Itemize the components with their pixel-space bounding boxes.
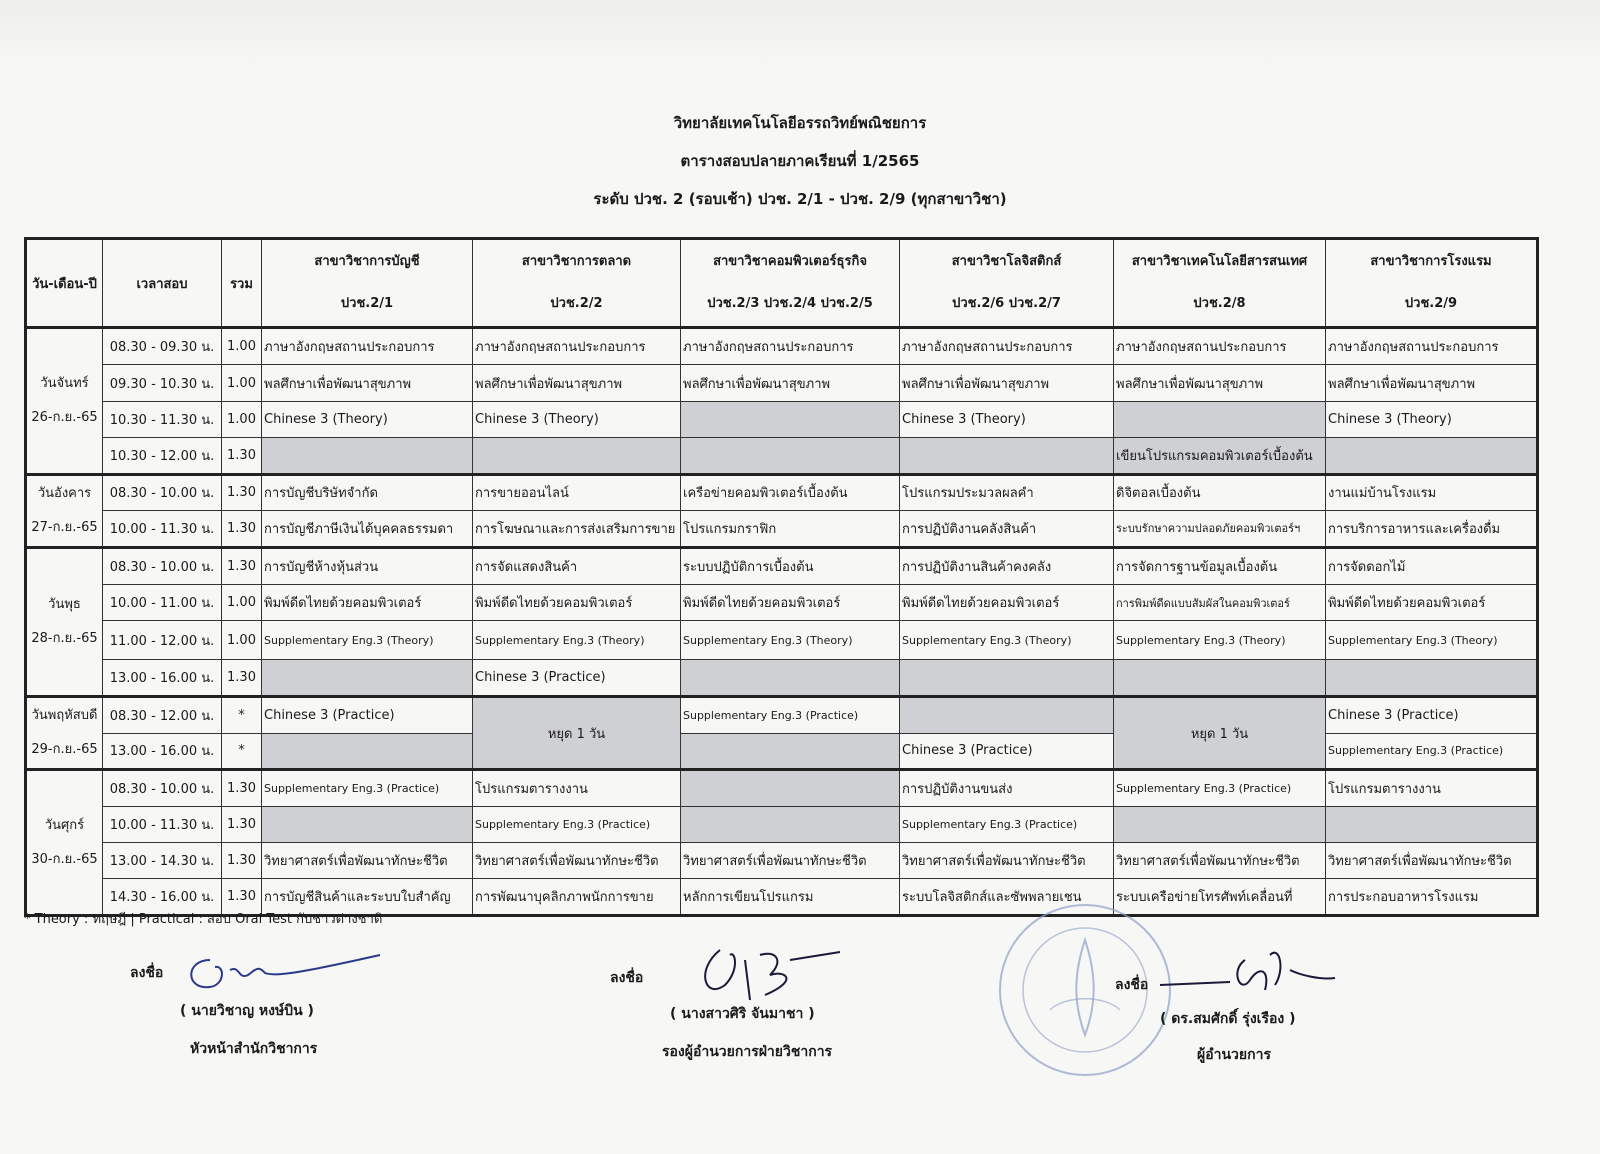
time-cell: 10.00 - 11.30 น. <box>103 806 222 842</box>
subject-cell: พิมพ์ดีดไทยด้วยคอมพิวเตอร์ <box>262 585 473 621</box>
handwritten-signature-3 <box>1150 940 1340 1010</box>
total-cell: 1.30 <box>222 806 262 842</box>
schedule-title: ตารางสอบปลายภาคเรียนที่ 1/2565 <box>680 152 920 170</box>
time-cell: 08.30 - 09.30 น. <box>103 328 222 365</box>
subject-cell: ภาษาอังกฤษสถานประกอบการ <box>262 328 473 365</box>
total-cell: 1.00 <box>222 585 262 621</box>
dept-name: สาขาวิชาคอมพิวเตอร์ธุรกิจ <box>713 254 867 270</box>
day-date: 26-ก.ย.-65 <box>31 409 98 425</box>
subject-cell: การขายออนไลน์ <box>473 474 681 510</box>
empty-cell <box>1326 806 1538 842</box>
dept-name: สาขาวิชาการตลาด <box>521 254 632 270</box>
subject-cell: เครือข่ายคอมพิวเตอร์เบื้องต้น <box>681 474 900 510</box>
subject-cell: การจัดดอกไม้ <box>1326 547 1538 584</box>
subject-cell: Supplementary Eng.3 (Practice) <box>681 697 900 733</box>
subject-cell: วิทยาศาสตร์เพื่อพัฒนาทักษะชีวิต <box>1114 843 1326 879</box>
day-date: 29-ก.ย.-65 <box>31 742 98 758</box>
total-cell: 1.30 <box>222 770 262 806</box>
header-time: เวลาสอบ <box>103 239 222 328</box>
empty-cell <box>1326 659 1538 696</box>
table-row <box>26 474 1538 510</box>
scan-margin <box>0 0 1600 70</box>
subject-cell: วิทยาศาสตร์เพื่อพัฒนาทักษะชีวิต <box>1326 843 1538 879</box>
subject-cell: โปรแกรมตารางงาน <box>1326 770 1538 806</box>
subject-cell: Supplementary Eng.3 (Theory) <box>1326 621 1538 659</box>
subject-cell: การบัญชีห้างหุ้นส่วน <box>262 547 473 584</box>
subject-cell: วิทยาศาสตร์เพื่อพัฒนาทักษะชีวิต <box>900 843 1114 879</box>
schedule-subtitle: ระดับ ปวช. 2 (รอบเช้า) ปวช. 2/1 - ปวช. 2/9 (ทุกสาขาวิชา) <box>593 190 1007 208</box>
empty-cell <box>681 733 900 769</box>
college-name: วิทยาลัยเทคโนโลยีอรรถวิทย์พณิชยการ <box>673 114 927 132</box>
time-cell: 08.30 - 12.00 น. <box>103 697 222 733</box>
day-name: วันอังคาร <box>37 485 92 501</box>
subject-cell: เขียนโปรแกรมคอมพิวเตอร์เบื้องต้น <box>1114 438 1326 474</box>
subject-cell: Supplementary Eng.3 (Theory) <box>473 621 681 659</box>
signer-name: ( นางสาวศิริ จันมาชา ) <box>670 1006 815 1022</box>
sign-label: ลงชื่อ <box>610 970 644 986</box>
document-header <box>0 104 1600 218</box>
dept-name: สาขาวิชาเทคโนโลยีสารสนเทศ <box>1131 254 1308 270</box>
day-date: 30-ก.ย.-65 <box>31 851 98 867</box>
time-cell: 10.30 - 12.00 น. <box>103 438 222 474</box>
time-cell: 08.30 - 10.00 น. <box>103 770 222 806</box>
time-cell: 11.00 - 12.00 น. <box>103 621 222 659</box>
total-cell: 1.00 <box>222 365 262 401</box>
subject-cell: Chinese 3 (Practice) <box>900 733 1114 769</box>
subject-cell: ระบบปฏิบัติการเบื้องต้น <box>681 547 900 584</box>
subject-cell: การบัญชีบริษัทจำกัด <box>262 474 473 510</box>
handwritten-signature-1 <box>180 945 390 995</box>
subject-cell: Chinese 3 (Theory) <box>900 401 1114 437</box>
subject-cell: พลศึกษาเพื่อพัฒนาสุขภาพ <box>473 365 681 401</box>
subject-cell: พิมพ์ดีดไทยด้วยคอมพิวเตอร์ <box>1326 585 1538 621</box>
signer-role: หัวหน้าสำนักวิชาการ <box>190 1041 318 1057</box>
table-row <box>26 621 1538 659</box>
empty-cell <box>1114 806 1326 842</box>
exam-schedule-table <box>24 237 1539 917</box>
subject-cell: ระบบรักษาความปลอดภัยคอมพิวเตอร์ฯ <box>1114 511 1326 547</box>
time-cell: 10.30 - 11.30 น. <box>103 401 222 437</box>
table-row <box>26 806 1538 842</box>
subject-cell: Chinese 3 (Practice) <box>1326 697 1538 733</box>
total-cell: 1.30 <box>222 843 262 879</box>
table-row <box>26 659 1538 696</box>
table-row <box>26 511 1538 547</box>
empty-cell <box>900 697 1114 733</box>
subject-cell: ภาษาอังกฤษสถานประกอบการ <box>473 328 681 365</box>
empty-cell <box>681 438 900 474</box>
subject-cell: Supplementary Eng.3 (Theory) <box>900 621 1114 659</box>
header-dept-accounting <box>262 239 473 328</box>
subject-cell: การพิมพ์ดีดแบบสัมผัสในคอมพิวเตอร์ <box>1114 585 1326 621</box>
subject-cell: พิมพ์ดีดไทยด้วยคอมพิวเตอร์ <box>681 585 900 621</box>
time-cell: 08.30 - 10.00 น. <box>103 474 222 510</box>
signer-role: รองผู้อำนวยการฝ่ายวิชาการ <box>662 1044 833 1060</box>
subject-cell: พลศึกษาเพื่อพัฒนาสุขภาพ <box>1326 365 1538 401</box>
dept-name: สาขาวิชาการบัญชี <box>314 254 420 270</box>
day-off-cell: หยุด 1 วัน <box>473 697 681 770</box>
subject-cell: พลศึกษาเพื่อพัฒนาสุขภาพ <box>262 365 473 401</box>
header-dept-hotel <box>1326 239 1538 328</box>
empty-cell <box>681 806 900 842</box>
subject-cell: การปฏิบัติงานคลังสินค้า <box>900 511 1114 547</box>
time-cell: 10.00 - 11.30 น. <box>103 511 222 547</box>
subject-cell: ระบบโลจิสติกส์และซัพพลายเชน <box>900 879 1114 916</box>
subject-cell: ภาษาอังกฤษสถานประกอบการ <box>1114 328 1326 365</box>
subject-cell: Chinese 3 (Theory) <box>1326 401 1538 437</box>
time-cell: 14.30 - 16.00 น. <box>103 879 222 916</box>
subject-cell: การบัญชีสินค้าและระบบใบสำคัญ <box>262 879 473 916</box>
time-cell: 09.30 - 10.30 น. <box>103 365 222 401</box>
total-cell: * <box>222 697 262 733</box>
subject-cell: หลักการเขียนโปรแกรม <box>681 879 900 916</box>
empty-cell <box>262 806 473 842</box>
table-row <box>26 585 1538 621</box>
empty-cell <box>262 438 473 474</box>
subject-cell: วิทยาศาสตร์เพื่อพัฒนาทักษะชีวิต <box>473 843 681 879</box>
table-row <box>26 843 1538 879</box>
subject-cell: Supplementary Eng.3 (Theory) <box>1114 621 1326 659</box>
header-dept-business-computer <box>681 239 900 328</box>
day-date: 28-ก.ย.-65 <box>31 630 98 646</box>
header-dept-it <box>1114 239 1326 328</box>
subject-cell: โปรแกรมกราฟิก <box>681 511 900 547</box>
subject-cell: Chinese 3 (Theory) <box>473 401 681 437</box>
total-cell: 1.30 <box>222 438 262 474</box>
subject-cell: การประกอบอาหารโรงแรม <box>1326 879 1538 916</box>
table-row <box>26 365 1538 401</box>
day-name: วันจันทร์ <box>40 375 89 391</box>
empty-cell <box>681 770 900 806</box>
signer-name: ( ดร.สมศักดิ์ รุ่งเรือง ) <box>1160 1011 1296 1027</box>
day-cell-friday <box>26 770 103 916</box>
empty-cell <box>681 401 900 437</box>
empty-cell <box>1114 401 1326 437</box>
subject-cell: Supplementary Eng.3 (Theory) <box>681 621 900 659</box>
total-cell: 1.00 <box>222 401 262 437</box>
subject-cell: ดิจิตอลเบื้องต้น <box>1114 474 1326 510</box>
table-row <box>26 697 1538 733</box>
subject-cell: พิมพ์ดีดไทยด้วยคอมพิวเตอร์ <box>900 585 1114 621</box>
header-date: วัน-เดือน-ปี <box>26 239 103 328</box>
subject-cell: การบัญชีภาษีเงินได้บุคคลธรรมดา <box>262 511 473 547</box>
subject-cell: พิมพ์ดีดไทยด้วยคอมพิวเตอร์ <box>473 585 681 621</box>
day-date: 27-ก.ย.-65 <box>31 519 98 535</box>
subject-cell: โปรแกรมประมวลผลคำ <box>900 474 1114 510</box>
footnote: * Theory : ทฤษฎี | Practical : สอบ Oral Test กับชาวต่างชาติ <box>24 912 383 927</box>
subject-cell: การปฏิบัติงานสินค้าคงคลัง <box>900 547 1114 584</box>
subject-cell: การพัฒนาบุคลิกภาพนักการขาย <box>473 879 681 916</box>
group-name: ปวช.2/3 ปวช.2/4 ปวช.2/5 <box>707 296 873 312</box>
day-cell-monday <box>26 328 103 475</box>
total-cell: 1.30 <box>222 511 262 547</box>
time-cell: 13.00 - 16.00 น. <box>103 659 222 696</box>
header-dept-marketing <box>473 239 681 328</box>
header-dept-logistics <box>900 239 1114 328</box>
sign-label: ลงชื่อ <box>1115 977 1149 993</box>
subject-cell: Supplementary Eng.3 (Practice) <box>262 770 473 806</box>
subject-cell: Supplementary Eng.3 (Practice) <box>1114 770 1326 806</box>
dept-name: สาขาวิชาโลจิสติกส์ <box>951 254 1062 270</box>
subject-cell: ระบบเครือข่ายโทรศัพท์เคลื่อนที่ <box>1114 879 1326 916</box>
subject-cell: Supplementary Eng.3 (Practice) <box>1326 733 1538 769</box>
signer-role: ผู้อำนวยการ <box>1197 1047 1271 1063</box>
total-cell: * <box>222 733 262 769</box>
total-cell: 1.30 <box>222 474 262 510</box>
subject-cell: ภาษาอังกฤษสถานประกอบการ <box>681 328 900 365</box>
group-name: ปวช.2/8 <box>1193 296 1246 312</box>
subject-cell: Supplementary Eng.3 (Practice) <box>900 806 1114 842</box>
table-row <box>26 770 1538 806</box>
time-cell: 13.00 - 16.00 น. <box>103 733 222 769</box>
subject-cell: Supplementary Eng.3 (Practice) <box>473 806 681 842</box>
empty-cell <box>1114 659 1326 696</box>
empty-cell <box>262 659 473 696</box>
day-name: วันพุธ <box>48 596 81 612</box>
subject-cell: การโฆษณาและการส่งเสริมการขาย <box>473 511 681 547</box>
subject-cell: Chinese 3 (Practice) <box>262 697 473 733</box>
total-cell: 1.30 <box>222 659 262 696</box>
subject-cell: Chinese 3 (Theory) <box>262 401 473 437</box>
table-row <box>26 328 1538 365</box>
dept-name: สาขาวิชาการโรงแรม <box>1370 254 1492 270</box>
subject-cell: พลศึกษาเพื่อพัฒนาสุขภาพ <box>1114 365 1326 401</box>
day-off-cell: หยุด 1 วัน <box>1114 697 1326 770</box>
total-cell: 1.00 <box>222 621 262 659</box>
total-cell: 1.30 <box>222 547 262 584</box>
day-cell-thursday <box>26 697 103 770</box>
subject-cell: วิทยาศาสตร์เพื่อพัฒนาทักษะชีวิต <box>681 843 900 879</box>
subject-cell: การจัดการฐานข้อมูลเบื้องต้น <box>1114 547 1326 584</box>
sign-label: ลงชื่อ <box>130 965 164 981</box>
header-total: รวม <box>222 239 262 328</box>
empty-cell <box>1326 438 1538 474</box>
subject-cell: พลศึกษาเพื่อพัฒนาสุขภาพ <box>900 365 1114 401</box>
handwritten-signature-2 <box>690 940 850 1010</box>
table-row <box>26 438 1538 474</box>
subject-cell: ภาษาอังกฤษสถานประกอบการ <box>1326 328 1538 365</box>
subject-cell: การบริการอาหารและเครื่องดื่ม <box>1326 511 1538 547</box>
day-cell-tuesday <box>26 474 103 547</box>
subject-cell: Chinese 3 (Practice) <box>473 659 681 696</box>
group-name: ปวช.2/6 ปวช.2/7 <box>952 296 1061 312</box>
subject-cell: การปฏิบัติงานขนส่ง <box>900 770 1114 806</box>
subject-cell: พลศึกษาเพื่อพัฒนาสุขภาพ <box>681 365 900 401</box>
subject-cell: ภาษาอังกฤษสถานประกอบการ <box>900 328 1114 365</box>
table-row <box>26 401 1538 437</box>
subject-cell: Supplementary Eng.3 (Theory) <box>262 621 473 659</box>
table-header-row <box>26 239 1538 328</box>
empty-cell <box>900 438 1114 474</box>
table-row <box>26 547 1538 584</box>
group-name: ปวช.2/1 <box>340 296 394 312</box>
empty-cell <box>900 659 1114 696</box>
subject-cell: งานแม่บ้านโรงแรม <box>1326 474 1538 510</box>
empty-cell <box>681 659 900 696</box>
group-name: ปวช.2/2 <box>550 296 603 312</box>
total-cell: 1.30 <box>222 879 262 916</box>
signer-name: ( นายวิชาญ หงษ์บิน ) <box>180 1003 314 1019</box>
subject-cell: โปรแกรมตารางงาน <box>473 770 681 806</box>
group-name: ปวช.2/9 <box>1404 296 1458 312</box>
day-name: วันศุกร์ <box>44 817 85 833</box>
empty-cell <box>473 438 681 474</box>
empty-cell <box>262 733 473 769</box>
subject-cell: การจัดแสดงสินค้า <box>473 547 681 584</box>
time-cell: 08.30 - 10.00 น. <box>103 547 222 584</box>
time-cell: 10.00 - 11.00 น. <box>103 585 222 621</box>
subject-cell: วิทยาศาสตร์เพื่อพัฒนาทักษะชีวิต <box>262 843 473 879</box>
total-cell: 1.00 <box>222 328 262 365</box>
time-cell: 13.00 - 14.30 น. <box>103 843 222 879</box>
day-name: วันพฤหัสบดี <box>31 708 98 724</box>
day-cell-wednesday <box>26 547 103 697</box>
